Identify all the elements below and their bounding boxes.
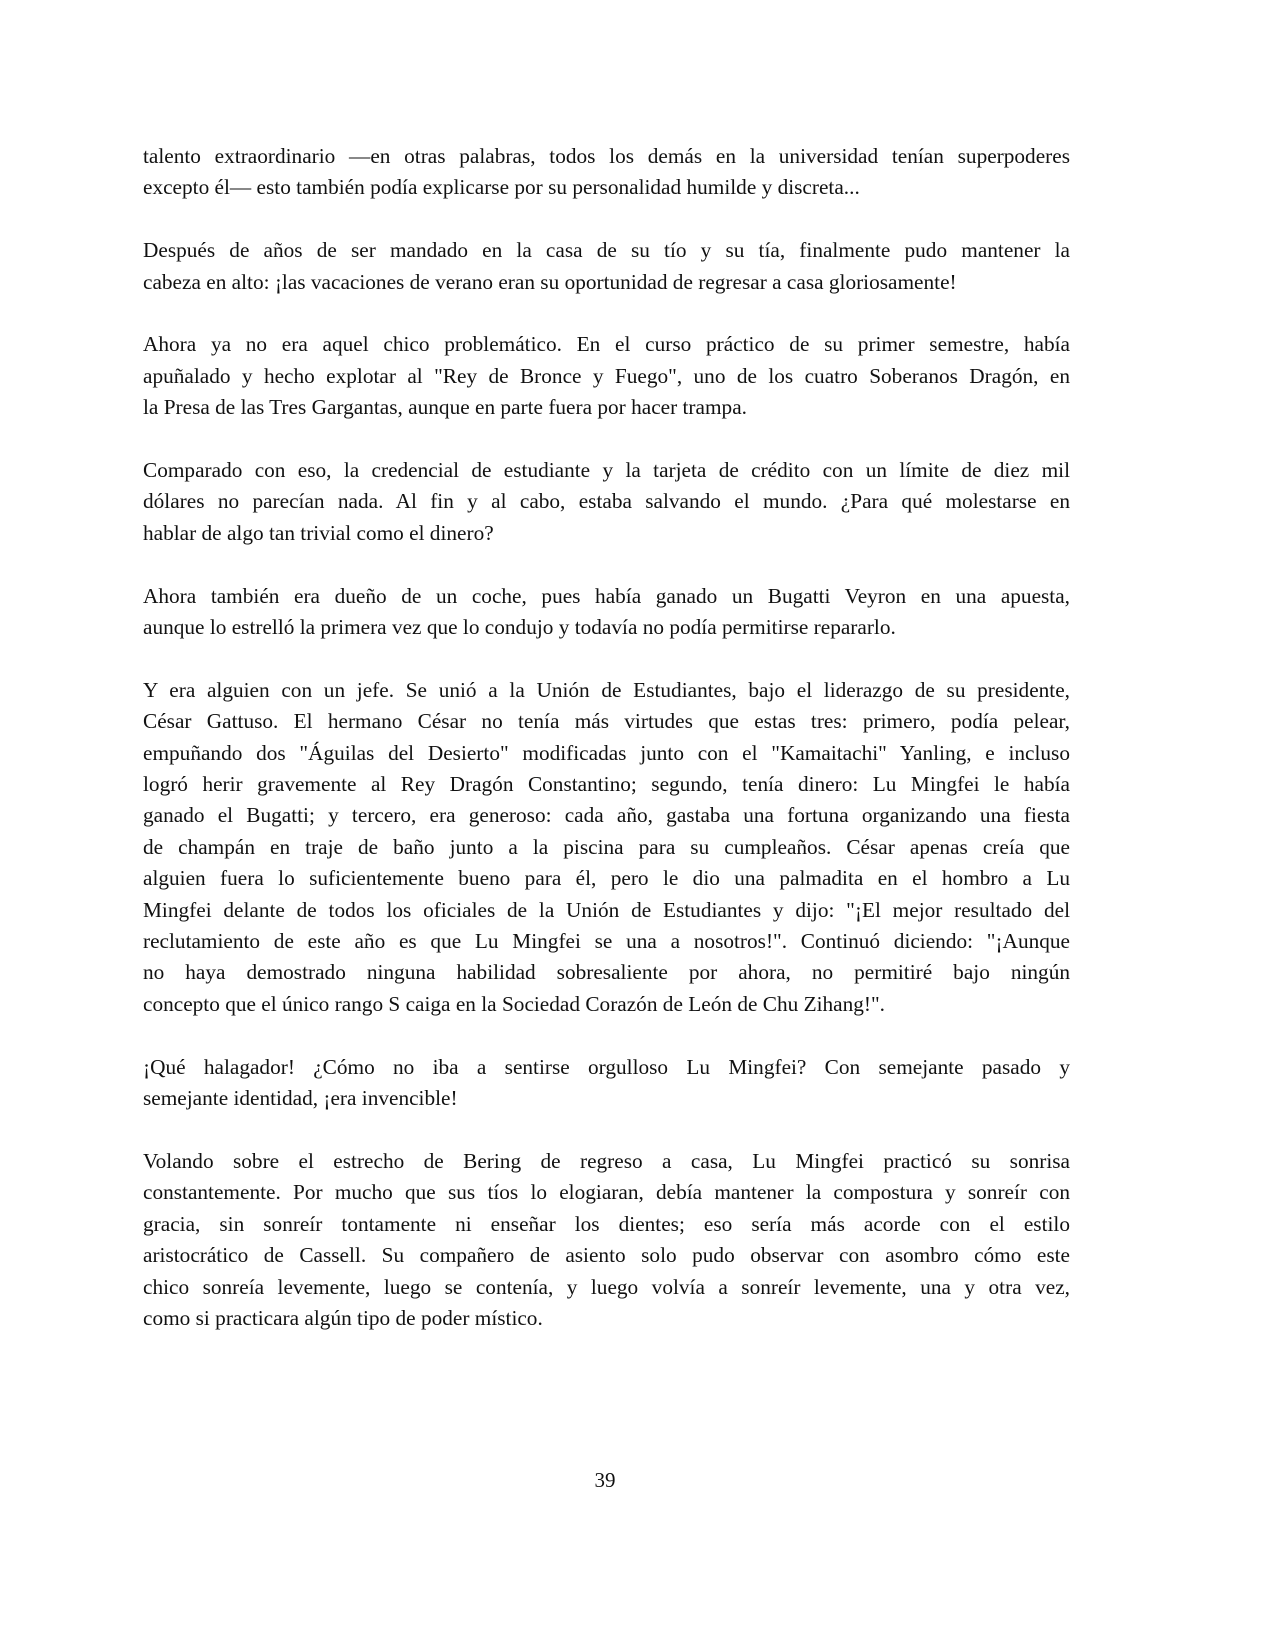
text-line: logró herir gravemente al Rey Dragón Constantino; segundo, tenía dinero: Lu Mingfei le había [143, 772, 1070, 797]
text-line: excepto él— esto también podía explicarse por su personalidad humilde y discreta... [143, 175, 860, 200]
text-line: aunque lo estrelló la primera vez que lo condujo y todavía no podía permitirse repararlo. [143, 615, 896, 640]
text-line: dólares no parecían nada. Al fin y al cabo, estaba salvando el mundo. ¿Para qué molestarse en [143, 489, 1070, 514]
text-line: concepto que el único rango S caiga en la Sociedad Corazón de León de Chu Zihang!". [143, 991, 886, 1016]
text-line: César Gattuso. El hermano César no tenía más virtudes que estas tres: primero, podía pelear, [143, 709, 1070, 734]
text-line: reclutamiento de este año es que Lu Mingfei se una a nosotros!". Continuó diciendo: "¡Aunque [143, 929, 1070, 954]
text-line: Ahora ya no era aquel chico problemático. En el curso práctico de su primer semestre, había [143, 332, 1070, 357]
text-line: gracia, sin sonreír tontamente ni enseñar los dientes; eso sería más acorde con el estilo [143, 1211, 1070, 1236]
text-line: Mingfei delante de todos los oficiales de la Unión de Estudiantes y dijo: "¡El mejor resultado del [143, 897, 1070, 922]
paragraph [143, 329, 1070, 423]
paragraph [143, 675, 1070, 1020]
text-line: apuñalado y hecho explotar al "Rey de Bronce y Fuego", uno de los cuatro Soberanos Dragón, en [143, 363, 1070, 388]
page-number: 39 [594, 1468, 616, 1492]
text-line: no haya demostrado ninguna habilidad sobresaliente por ahora, no permitiré bajo ningún [143, 960, 1070, 985]
text-line: alguien fuera lo suficientemente bueno para él, pero le dio una palmadita en el hombro a Lu [143, 866, 1070, 891]
text-line: Y era alguien con un jefe. Se unió a la Unión de Estudiantes, bajo el liderazgo de su presidente, [143, 677, 1070, 702]
paragraph [143, 235, 1070, 298]
paragraph [143, 141, 1070, 204]
text-line: constantemente. Por mucho que sus tíos lo elogiaran, debía mantener la compostura y sonreír con [143, 1180, 1070, 1205]
text-line: Ahora también era dueño de un coche, pues había ganado un Bugatti Veyron en una apuesta, [143, 583, 1070, 608]
page-body [143, 141, 1070, 1366]
text-line: ¡Qué halagador! ¿Cómo no iba a sentirse orgulloso Lu Mingfei? Con semejante pasado y [143, 1054, 1070, 1079]
text-line: como si practicara algún tipo de poder místico. [143, 1305, 543, 1330]
text-line: cabeza en alto: ¡las vacaciones de verano eran su oportunidad de regresar a casa gloriosamente! [143, 269, 957, 294]
text-line: Volando sobre el estrecho de Bering de regreso a casa, Lu Mingfei practicó su sonrisa [143, 1148, 1070, 1173]
text-line: ganado el Bugatti; y tercero, era generoso: cada año, gastaba una fortuna organizando una fiesta [143, 803, 1070, 828]
text-line: hablar de algo tan trivial como el dinero? [143, 520, 494, 545]
text-line: semejante identidad, ¡era invencible! [143, 1086, 458, 1111]
text-line: Después de años de ser mandado en la casa de su tío y su tía, finalmente pudo mantener la [143, 238, 1070, 263]
text-line: la Presa de las Tres Gargantas, aunque en parte fuera por hacer trampa. [143, 395, 747, 420]
text-line: talento extraordinario —en otras palabras, todos los demás en la universidad tenían superpoderes [143, 144, 1070, 168]
paragraph [143, 581, 1070, 644]
text-line: de champán en traje de baño junto a la piscina para su cumpleaños. César apenas creía que [143, 834, 1070, 859]
text-line: Comparado con eso, la credencial de estudiante y la tarjeta de crédito con un límite de diez mil [143, 458, 1070, 483]
text-line: chico sonreía levemente, luego se contenía, y luego volvía a sonreír levemente, una y otra vez, [143, 1274, 1070, 1299]
paragraph [143, 455, 1070, 549]
paragraph [143, 1052, 1070, 1115]
text-line: empuñando dos "Águilas del Desierto" modificadas junto con el "Kamaitachi" Yanling, e incluso [143, 740, 1070, 765]
text-line: aristocrático de Cassell. Su compañero de asiento solo pudo observar con asombro cómo este [143, 1243, 1070, 1268]
paragraph [143, 1146, 1070, 1334]
